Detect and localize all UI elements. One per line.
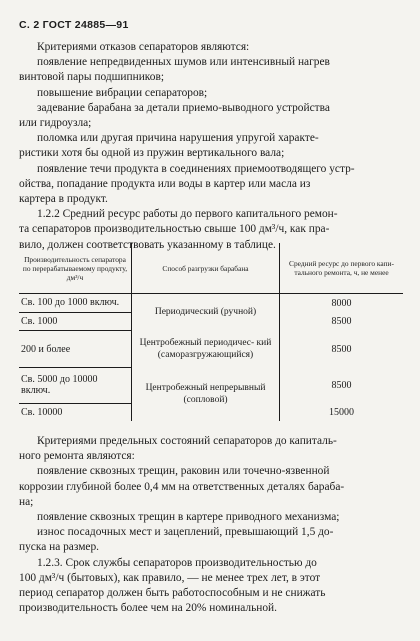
text-line: повышение вибрации сепараторов; [37,86,208,99]
resource-table [19,243,403,421]
capacity-cell: Св. 10000 [19,403,132,421]
text-line: 100 дм³/ч (бытовых), как правило, — не менее трех лет, в этот [19,571,321,584]
resource-cell: 8500 [331,379,352,391]
text-line: вило, должен соответствовать указанному в таблице. [19,238,276,251]
text-line: ристики хотя бы одной из пружин вертикального вала; [19,147,285,160]
text-line: период сепаратор должен быть работоспособным и не снижать [19,587,326,600]
capacity-cell: Св. 5000 до 10000 включ. [19,368,132,404]
table-row [19,368,403,404]
column-header-discharge-method: Способ разгрузки барабана [132,243,280,294]
text-line: поломка или другая причина нарушения упругой характе- [37,132,319,145]
text-line: износ посадочных мест и зацеплений, превышающий 1,5 до- [37,526,334,539]
text-line: появление сквозных трещин в картере приводного механизма; [37,511,340,524]
limit-state-section [19,434,403,616]
text-line: на; [19,495,34,508]
text-line: задевание барабана за детали приемо-выводного устройства [37,101,330,114]
text-line: 1.2.3. Срок службы сепараторов производительностью до [37,556,317,569]
text-line: Критериями отказов сепараторов являются: [37,41,250,53]
resource-cell: 8500 [331,343,352,355]
resource-cell: 15000 [329,406,354,418]
text-line: ного ремонта являются: [19,450,135,463]
text-line: картера в продукт. [19,193,108,206]
text-line: или гидроузла; [19,117,92,130]
text-line: появление непредвиденных шумов или интенсивный нагрев [37,56,330,69]
resource-cell: 8500 [331,315,352,327]
resource-cell: 8000 [331,297,352,309]
text-line: ойства, попадание продукта или воды в картер или масла из [19,177,311,190]
table-header-row [19,243,403,294]
text-line: производительность более чем на 20% номинальной. [19,602,277,615]
text-line: коррозии глубиной более 0,4 мм на ответственных деталях бараба- [19,480,345,493]
failure-criteria-section [19,40,403,253]
table-row [19,331,403,368]
capacity-cell: Св. 100 до 1000 включ. [19,294,132,313]
capacity-cell: Св. 1000 [19,312,132,331]
text-line: Критериями предельных состояний сепараторов до капиталь- [37,435,337,447]
method-cell: Центробежный периодичес- кий (саморазгружающийся) [132,331,280,368]
text-line: винтовой пары подшипников; [19,71,164,84]
page-header: С. 2 ГОСТ 24885—91 [19,19,129,31]
text-line: появление сквозных трещин, раковин или точечно-язвенной [37,465,330,478]
method-cell: Периодический (ручной) [132,294,280,331]
text-line: появление течи продукта в соединениях приемоотводящего устр- [37,162,355,175]
column-header-resource: Средний ресурс до первого капи- тального ремонта, ч, не менее [280,243,404,294]
text-line: та сепараторов производительностью свыше 100 дм³/ч, как пра- [19,223,330,236]
method-cell: Центробежный непрерывный (сопловой) [132,368,280,421]
table-row [19,294,403,313]
capacity-cell: 200 и более [19,331,132,368]
column-header-capacity: Производительность сепаратора по перерабатываемому продукту, дм³/ч [19,243,132,294]
text-line: пуска на размер. [19,541,100,554]
text-line: 1.2.2 Средний ресурс работы до первого капитального ремон- [37,208,338,221]
